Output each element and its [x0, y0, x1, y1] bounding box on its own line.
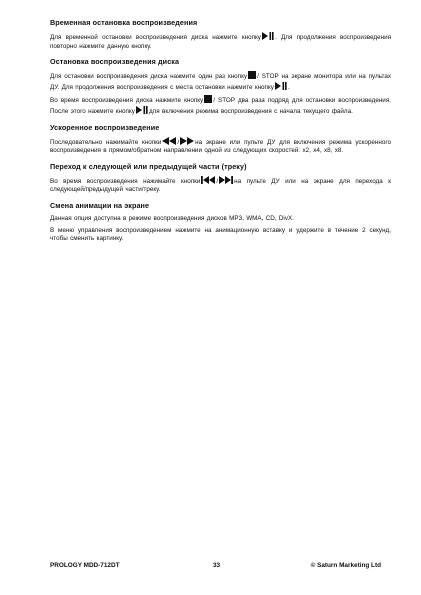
- section-pause: [50, 18, 391, 51]
- section-title-track: Переход к следующей или предыдущей части (треку): [50, 161, 247, 171]
- stop1-text-b: / STOP на экране монитора или на пультах ДУ. Для продолжения воспроизведения с места остановки нажмите кнопку: [50, 73, 391, 91]
- page-content: [50, 18, 391, 250]
- stop2-text-a: Во время воспроизведения диска нажмите кнопку: [50, 97, 204, 105]
- page-number: 33: [213, 562, 221, 569]
- section-fast: [50, 123, 391, 156]
- stop1-text-c: .: [287, 83, 290, 91]
- section-animation: [50, 201, 391, 244]
- pause-text-b: . Для продолжения воспроизведения повторно нажмите данную кнопку.: [50, 34, 391, 50]
- fast-text-a: Последовательно нажимайте кнопки: [50, 138, 162, 146]
- stop1-text-a: Для остановки воспроизведения диска нажмите один раз кнопку: [50, 73, 248, 81]
- play-pause-icon: [262, 32, 274, 40]
- play-pause-icon: [275, 82, 287, 90]
- footer-copyright: © Saturn Marketing Ltd: [310, 562, 381, 569]
- track-text-b: на пульте ДУ или на экране для перехода к следующей/предыдущей части/треку.: [50, 177, 391, 194]
- section-title-stop: Остановка воспроизведения диска: [50, 57, 180, 67]
- section-stop: [50, 57, 391, 116]
- track-sep: /: [216, 177, 219, 185]
- pause-text-a: Для временной остановки воспроизведения диска нажмите кнопку: [50, 34, 261, 41]
- fast-text-b: на экране или пульте ДУ для включения режима ускоренного воспроизведения в прямом/обратном направлении одной из следующих скоростей: x2, x4, x8, x8.: [50, 138, 392, 155]
- fast-forward-icon: [180, 137, 194, 145]
- paragraph-fast: [50, 137, 391, 156]
- track-text-a: Во время воспроизведения нажимайте кнопки: [50, 177, 201, 185]
- stop-icon: [248, 71, 256, 79]
- paragraph-stop-2: [50, 95, 391, 116]
- page-footer: [50, 562, 381, 572]
- section-track: [50, 162, 391, 195]
- paragraph-track: [50, 176, 391, 195]
- play-pause-icon: [136, 106, 148, 114]
- paragraph-animation-1: Данная опция доступна в режиме воспроизведения дисков MP3, WMA, CD, DivX.: [50, 214, 294, 222]
- previous-track-icon: [201, 176, 215, 184]
- stop2-text-c: для включения режима воспроизведения с начала текущего файла.: [148, 107, 353, 115]
- section-title-pause: Временная остановка воспроизведения: [50, 18, 198, 27]
- section-title-animation: Смена анимации на экране: [50, 200, 150, 210]
- paragraph-animation-2: В меню управления воспроизведением нажмите на анимационную вставку и удержите в течение 2 секунд, чтобы сменить картинку.: [50, 226, 391, 243]
- paragraph-stop-1: [50, 71, 391, 92]
- section-title-fast: Ускоренное воспроизведение: [50, 122, 160, 132]
- stop-icon: [204, 95, 212, 103]
- next-track-icon: [219, 176, 233, 184]
- stop2-text-b: / STOP два раза подряд для остановки воспроизведения. После этого нажмите кнопку: [50, 97, 391, 115]
- footer-model: PROLOGY MDD-712DT: [50, 562, 120, 569]
- paragraph-pause: [50, 32, 391, 51]
- rewind-icon: [162, 137, 176, 145]
- fast-sep: /: [177, 138, 180, 146]
